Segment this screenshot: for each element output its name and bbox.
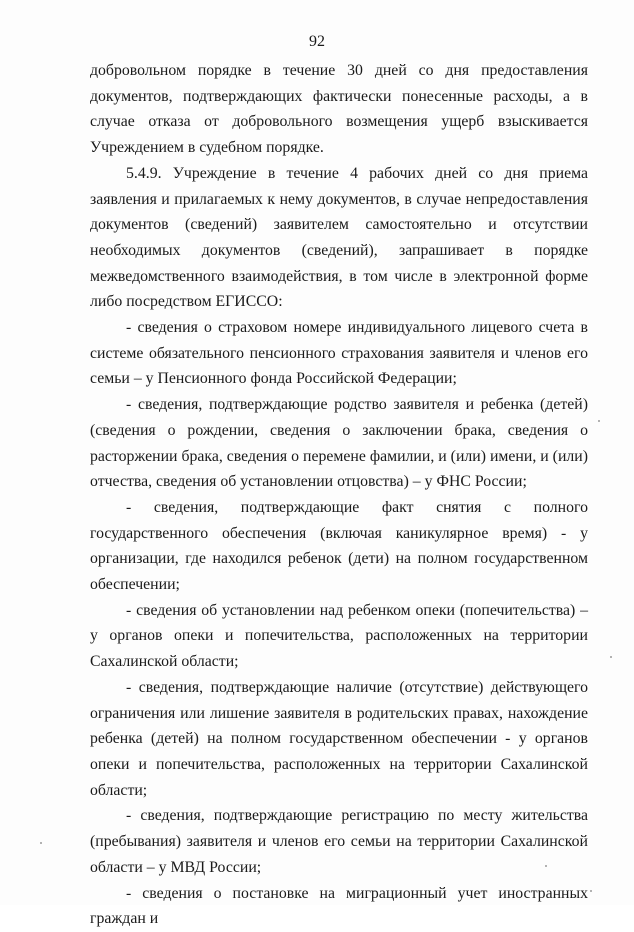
scan-speck bbox=[545, 865, 547, 867]
list-item: - сведения, подтверждающие регистрацию по месту жительства (пребывания) заявителя и членов его семьи на территории Сахалинской области – у МВД России; bbox=[90, 807, 588, 876]
list-item: - сведения, подтверждающие наличие (отсутствие) действующего ограничения или лишение заявителя в родительских правах, нахождение ребенка (детей) на полном государственном обеспечении - у органов опеки и попечительства, расположенных на территории Сахалинской области; bbox=[90, 678, 588, 799]
scan-speck bbox=[590, 890, 592, 892]
scan-speck bbox=[610, 656, 612, 658]
scan-speck bbox=[598, 420, 600, 422]
body-text bbox=[90, 58, 588, 932]
list-item: - сведения, подтверждающие родство заявителя и ребенка (детей) (сведения о рождении, сведения о заключении брака, сведения о расторжении брака, сведения о перемене фамилии, и (или) имени, и (или) отчества, сведения об установлении отцовства) – у ФНС России; bbox=[90, 396, 588, 491]
paragraph: 5.4.9. Учреждение в течение 4 рабочих дней со дня приема заявления и прилагаемых к нему документов, в случае непредоставления документов (сведений) заявителем самостоятельно и отсутствии необходимых документов (сведений), запрашивает в порядке межведомственного взаимодействия, в том числе в электронной форме либо посредством ЕГИССО: bbox=[90, 164, 588, 311]
list-item: - сведения о страховом номере индивидуального лицевого счета в системе обязательного пенсионного страхования заявителя и членов его семьи – у Пенсионного фонда Российской Федерации; bbox=[90, 319, 588, 388]
page-number: 92 bbox=[309, 33, 325, 50]
scan-speck bbox=[40, 842, 42, 844]
paragraph: добровольном порядке в течение 30 дней со дня предоставления документов, подтверждающих фактически понесенные расходы, а в случае отказа от добровольного возмещения ущерб взыскивается Учреждением в судебном порядке. bbox=[90, 62, 588, 157]
list-item: - сведения об установлении над ребенком опеки (попечительства) – у органов опеки и попечительства, расположенных на территории Сахалинской области; bbox=[90, 601, 588, 671]
list-item: - сведения, подтверждающие факт снятия с полного государственного обеспечения (включая каникулярное время) - у организации, где находился ребенок (дети) на полном государственном обеспечении; bbox=[90, 498, 588, 594]
list-item: - сведения о постановке на миграционный учет иностранных граждан и bbox=[90, 884, 588, 928]
